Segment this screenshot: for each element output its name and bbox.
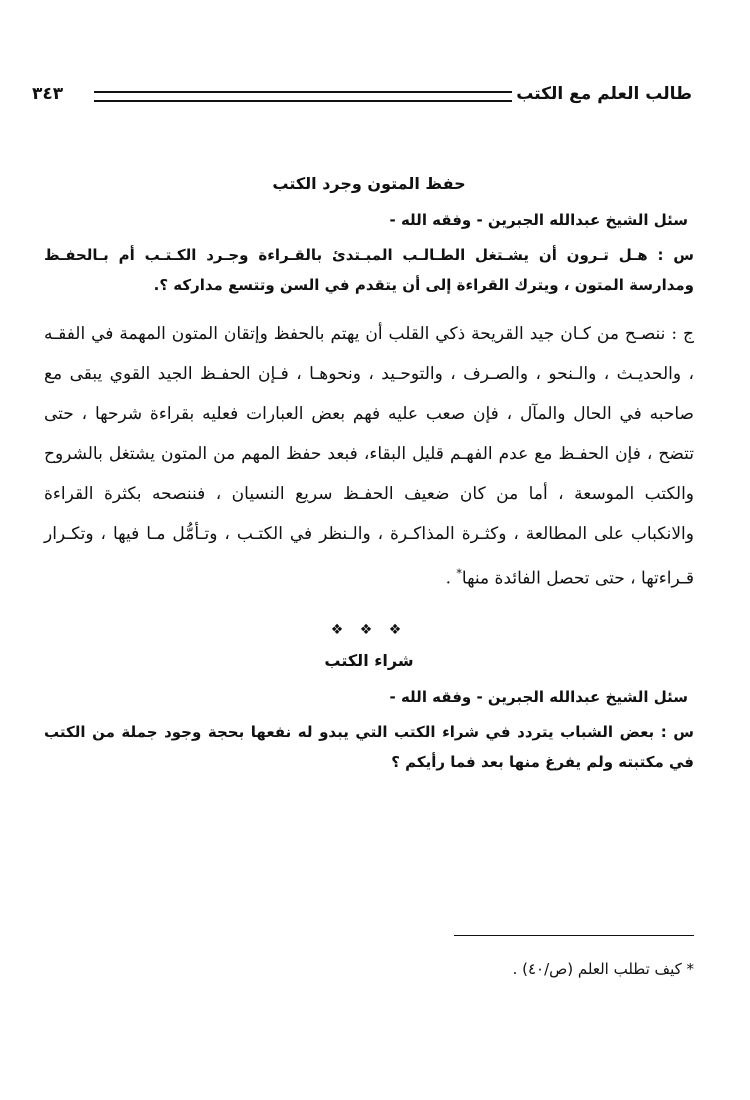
footnote-marker: * [456,567,462,580]
footnote: * كيف تطلب العلم (ص/٤٠) . [512,960,694,978]
question-text: س : هـل تـرون أن يشـتغل الطـالـب المبـتدئ بالقـراءة وجـرد الكـتـب أم بـالحفـظ ومدارسة المتون ، ويترك القراءة إلى أن يتقدم في السن وتتسع مداركه ؟. [44,246,694,294]
asker-line: سئل الشيخ عبدالله الجبرين - وفقه الله - [389,687,688,706]
page-number: ٣٤٣ [32,84,64,104]
asker-line: سئل الشيخ عبدالله الجبرين - وفقه الله - [389,211,688,229]
header-title: طالب العلم مع الكتب [516,84,692,104]
running-header [32,82,692,110]
answer-body: ج : ننصـح من كـان جيد القريحة ذكي القلب أن يهتم بالحفظ وإتقان المتون المهمة في الفقـه ، والحديـث ، والـنحو ، والصـرف ، والتوحـيد ، ونحوهـا ، فـإن الحفـظ الجيد القوي يبقى مع صاحبه في الحال والمآل ، فإن صعب عليه فهم بعض العبارات فعليه بقراءة شرحها ، حتى تتضح ، فإن الحفـظ مع عدم الفهـم قليل البقاء، فبعد حفظ المهم من المتون يشتغل بالشروح والكتب الموسعة ، أما من كان ضعيف الحفـظ سريع النسيان ، فننصحه بكثرة القراءة والانكباب على المطالعة ، وكثـرة المذاكـرة ، والـنظر في الكتـب ، وتـأمُّل مـا فيها ، وتكـرار قـراءتها ، حتى تحصل الفائدة منها [44,324,694,589]
section-title: شراء الكتب [324,650,414,670]
question-text: س : بعض الشباب يتردد في شراء الكتب التي يبدو له نفعها بحجة وجود جملة من الكتب في مكتبته ولم يفرغ منها بعد فما رأيكم ؟ [44,722,694,771]
page-content [44,170,694,791]
answer-text [44,314,694,599]
header-rule [94,91,512,102]
section-divider: ❖ ❖ ❖ [330,621,408,638]
footnote-rule [454,935,694,936]
section-title: حفظ المتون وجرد الكتب [272,174,466,193]
answer-end: . [445,568,457,589]
